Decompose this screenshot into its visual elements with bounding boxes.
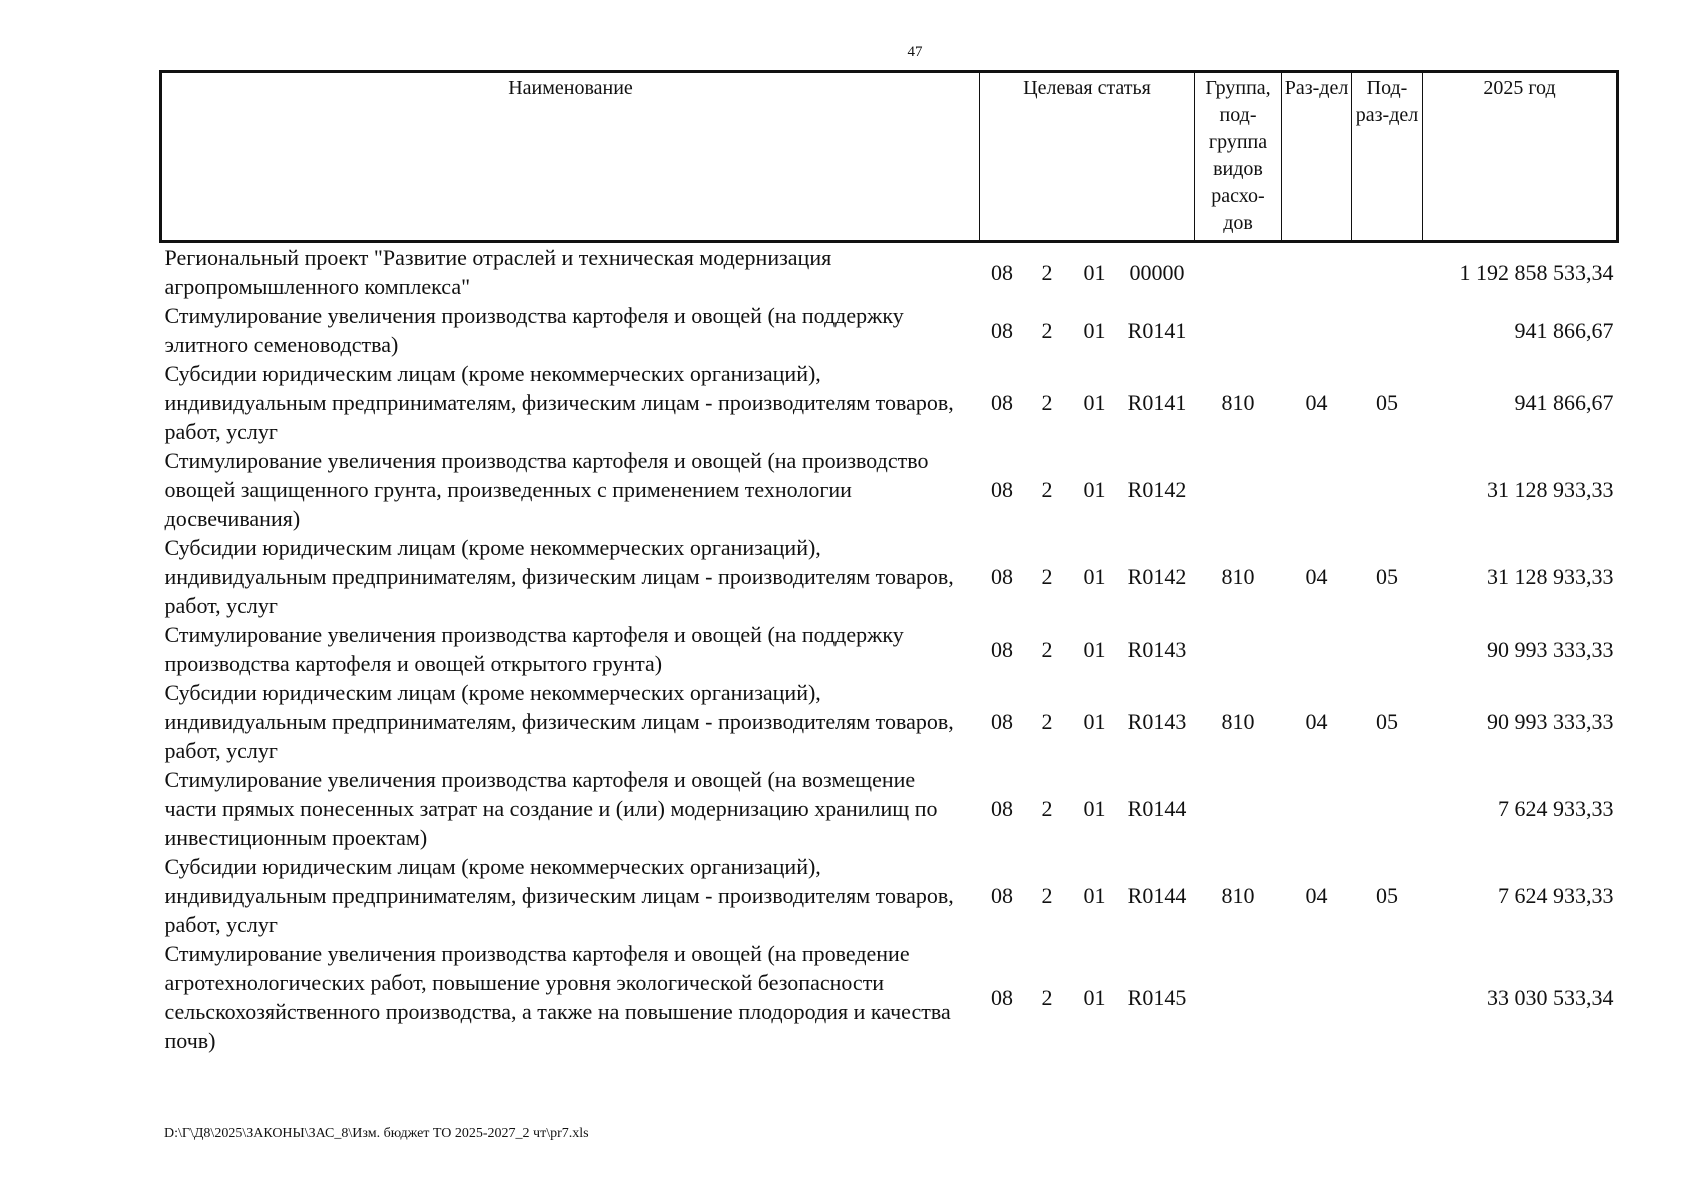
row-name: Стимулирование увеличения производства картофеля и овощей (на поддержку элитного семеноводства) (164, 303, 904, 357)
row-subsection (1352, 620, 1423, 678)
row-direction-code: R0142 (1127, 477, 1187, 502)
row-expense-group: 810 (1221, 564, 1255, 589)
row-section (1282, 446, 1352, 533)
row-expense-group (1195, 446, 1282, 533)
row-project-code: 01 (1083, 984, 1106, 1010)
row-program-code: 08 (991, 709, 1013, 734)
table-row (161, 446, 1618, 533)
table-row (161, 852, 1618, 939)
row-direction-code: R0142 (1127, 564, 1187, 589)
table-row (161, 765, 1618, 852)
row-name: Региональный проект "Развитие отраслей и техническая модернизация агропромышленного комплекса" (164, 245, 832, 299)
row-section: 04 (1305, 883, 1328, 908)
row-amount: 90 993 333,33 (1487, 636, 1614, 662)
row-project-code: 01 (1083, 390, 1106, 415)
row-name: Стимулирование увеличения производства картофеля и овощей (на поддержку производства картофеля и овощей открытого грунта) (164, 622, 904, 676)
row-expense-group (1195, 620, 1282, 678)
row-name: Стимулирование увеличения производства картофеля и овощей (на производство овощей защищенного грунта, произведенных с применением технологии досвечивания) (164, 448, 929, 531)
table-row (161, 359, 1618, 446)
header-expense-group: Группа, под-группа видов расхо-дов (1195, 72, 1282, 242)
row-amount: 941 866,67 (1514, 317, 1614, 343)
row-expense-group (1195, 242, 1282, 302)
row-section (1282, 301, 1352, 359)
table-row (161, 939, 1618, 1055)
row-subprogram-code: 2 (1041, 796, 1053, 821)
header-subsection: Под-раз-дел (1352, 72, 1423, 242)
row-name: Субсидии юридическим лицам (кроме некоммерческих организаций), индивидуальным предпринимателям, физическим лицам - производителям товаров, работ, услуг (164, 361, 954, 444)
row-name: Стимулирование увеличения производства картофеля и овощей (на возмещение части прямых понесенных затрат на создание и (или) модернизацию хранилищ по инвестиционным проектам) (164, 767, 938, 850)
row-direction-code: R0141 (1127, 390, 1187, 415)
table-body (161, 242, 1618, 1056)
row-section (1282, 242, 1352, 302)
row-program-code: 08 (991, 259, 1013, 285)
row-subprogram-code: 2 (1041, 390, 1053, 415)
row-direction-code: R0143 (1127, 636, 1187, 662)
row-subprogram-code: 2 (1041, 984, 1053, 1010)
row-section (1282, 939, 1352, 1055)
row-section (1282, 620, 1352, 678)
header-section: Раз-дел (1282, 72, 1352, 242)
row-amount: 31 128 933,33 (1487, 477, 1614, 502)
row-name: Субсидии юридическим лицам (кроме некоммерческих организаций), индивидуальным предпринимателям, физическим лицам - производителям товаров, работ, услуг (164, 854, 954, 937)
table-header (161, 72, 1618, 242)
row-expense-group (1195, 765, 1282, 852)
row-program-code: 08 (991, 636, 1013, 662)
row-subprogram-code: 2 (1041, 259, 1053, 285)
row-name: Субсидии юридическим лицам (кроме некоммерческих организаций), индивидуальным предпринимателям, физическим лицам - производителям товаров, работ, услуг (164, 680, 954, 763)
row-subsection (1352, 242, 1423, 302)
row-subsection: 05 (1376, 709, 1398, 734)
row-subprogram-code: 2 (1041, 709, 1053, 734)
row-subsection (1352, 301, 1423, 359)
table-row (161, 242, 1618, 302)
table-row (161, 620, 1618, 678)
row-subsection: 05 (1376, 883, 1398, 908)
row-project-code: 01 (1083, 796, 1106, 821)
header-target-article: Целевая статья (980, 72, 1195, 242)
row-program-code: 08 (991, 984, 1013, 1010)
row-project-code: 01 (1083, 883, 1106, 908)
row-subsection (1352, 765, 1423, 852)
row-name: Стимулирование увеличения производства картофеля и овощей (на проведение агротехнологических работ, повышение уровня экологической безопасности сельскохозяйственного производства, а также на повышение плодородия и качества почв) (164, 941, 951, 1053)
row-subprogram-code: 2 (1041, 564, 1053, 589)
row-expense-group (1195, 301, 1282, 359)
row-amount: 1 192 858 533,34 (1459, 259, 1614, 285)
row-amount: 7 624 933,33 (1498, 796, 1614, 821)
row-program-code: 08 (991, 883, 1013, 908)
row-project-code: 01 (1083, 317, 1106, 343)
table-row (161, 301, 1618, 359)
row-subsection (1352, 939, 1423, 1055)
row-subprogram-code: 2 (1041, 477, 1053, 502)
table-row (161, 533, 1618, 620)
row-section: 04 (1305, 564, 1328, 589)
row-section: 04 (1305, 709, 1328, 734)
row-project-code: 01 (1083, 636, 1106, 662)
header-year: 2025 год (1423, 72, 1618, 242)
row-amount: 7 624 933,33 (1498, 883, 1614, 908)
budget-table (159, 70, 1619, 1055)
row-amount: 33 030 533,34 (1487, 984, 1614, 1010)
row-subsection: 05 (1376, 564, 1398, 589)
row-project-code: 01 (1083, 477, 1106, 502)
row-direction-code: 00000 (1129, 259, 1185, 285)
row-section: 04 (1305, 390, 1328, 415)
row-project-code: 01 (1083, 564, 1106, 589)
row-direction-code: R0145 (1127, 984, 1187, 1010)
row-direction-code: R0143 (1127, 709, 1187, 734)
row-direction-code: R0144 (1127, 883, 1187, 908)
row-section (1282, 765, 1352, 852)
page-number: 47 (907, 44, 923, 60)
row-expense-group: 810 (1221, 883, 1255, 908)
row-subsection (1352, 446, 1423, 533)
row-subsection: 05 (1376, 390, 1398, 415)
row-expense-group (1195, 939, 1282, 1055)
row-direction-code: R0141 (1127, 317, 1187, 343)
row-amount: 31 128 933,33 (1487, 564, 1614, 589)
row-project-code: 01 (1083, 259, 1106, 285)
row-direction-code: R0144 (1127, 796, 1187, 821)
row-program-code: 08 (991, 796, 1013, 821)
row-program-code: 08 (991, 477, 1013, 502)
row-project-code: 01 (1083, 709, 1106, 734)
row-amount: 90 993 333,33 (1487, 709, 1614, 734)
row-expense-group: 810 (1221, 390, 1255, 415)
row-program-code: 08 (991, 390, 1013, 415)
row-name: Субсидии юридическим лицам (кроме некоммерческих организаций), индивидуальным предпринимателям, физическим лицам - производителям товаров, работ, услуг (164, 535, 954, 618)
row-program-code: 08 (991, 317, 1013, 343)
table-row (161, 678, 1618, 765)
row-subprogram-code: 2 (1041, 317, 1053, 343)
row-expense-group: 810 (1221, 709, 1255, 734)
row-subprogram-code: 2 (1041, 636, 1053, 662)
header-name: Наименование (161, 72, 980, 242)
row-subprogram-code: 2 (1041, 883, 1053, 908)
footer-file-path: D:\Г\Д8\2025\ЗАКОНЫ\ЗАС_8\Изм. бюджет ТО 2025-2027_2 чт\pr7.xls (164, 1126, 589, 1141)
row-amount: 941 866,67 (1514, 390, 1614, 415)
row-program-code: 08 (991, 564, 1013, 589)
